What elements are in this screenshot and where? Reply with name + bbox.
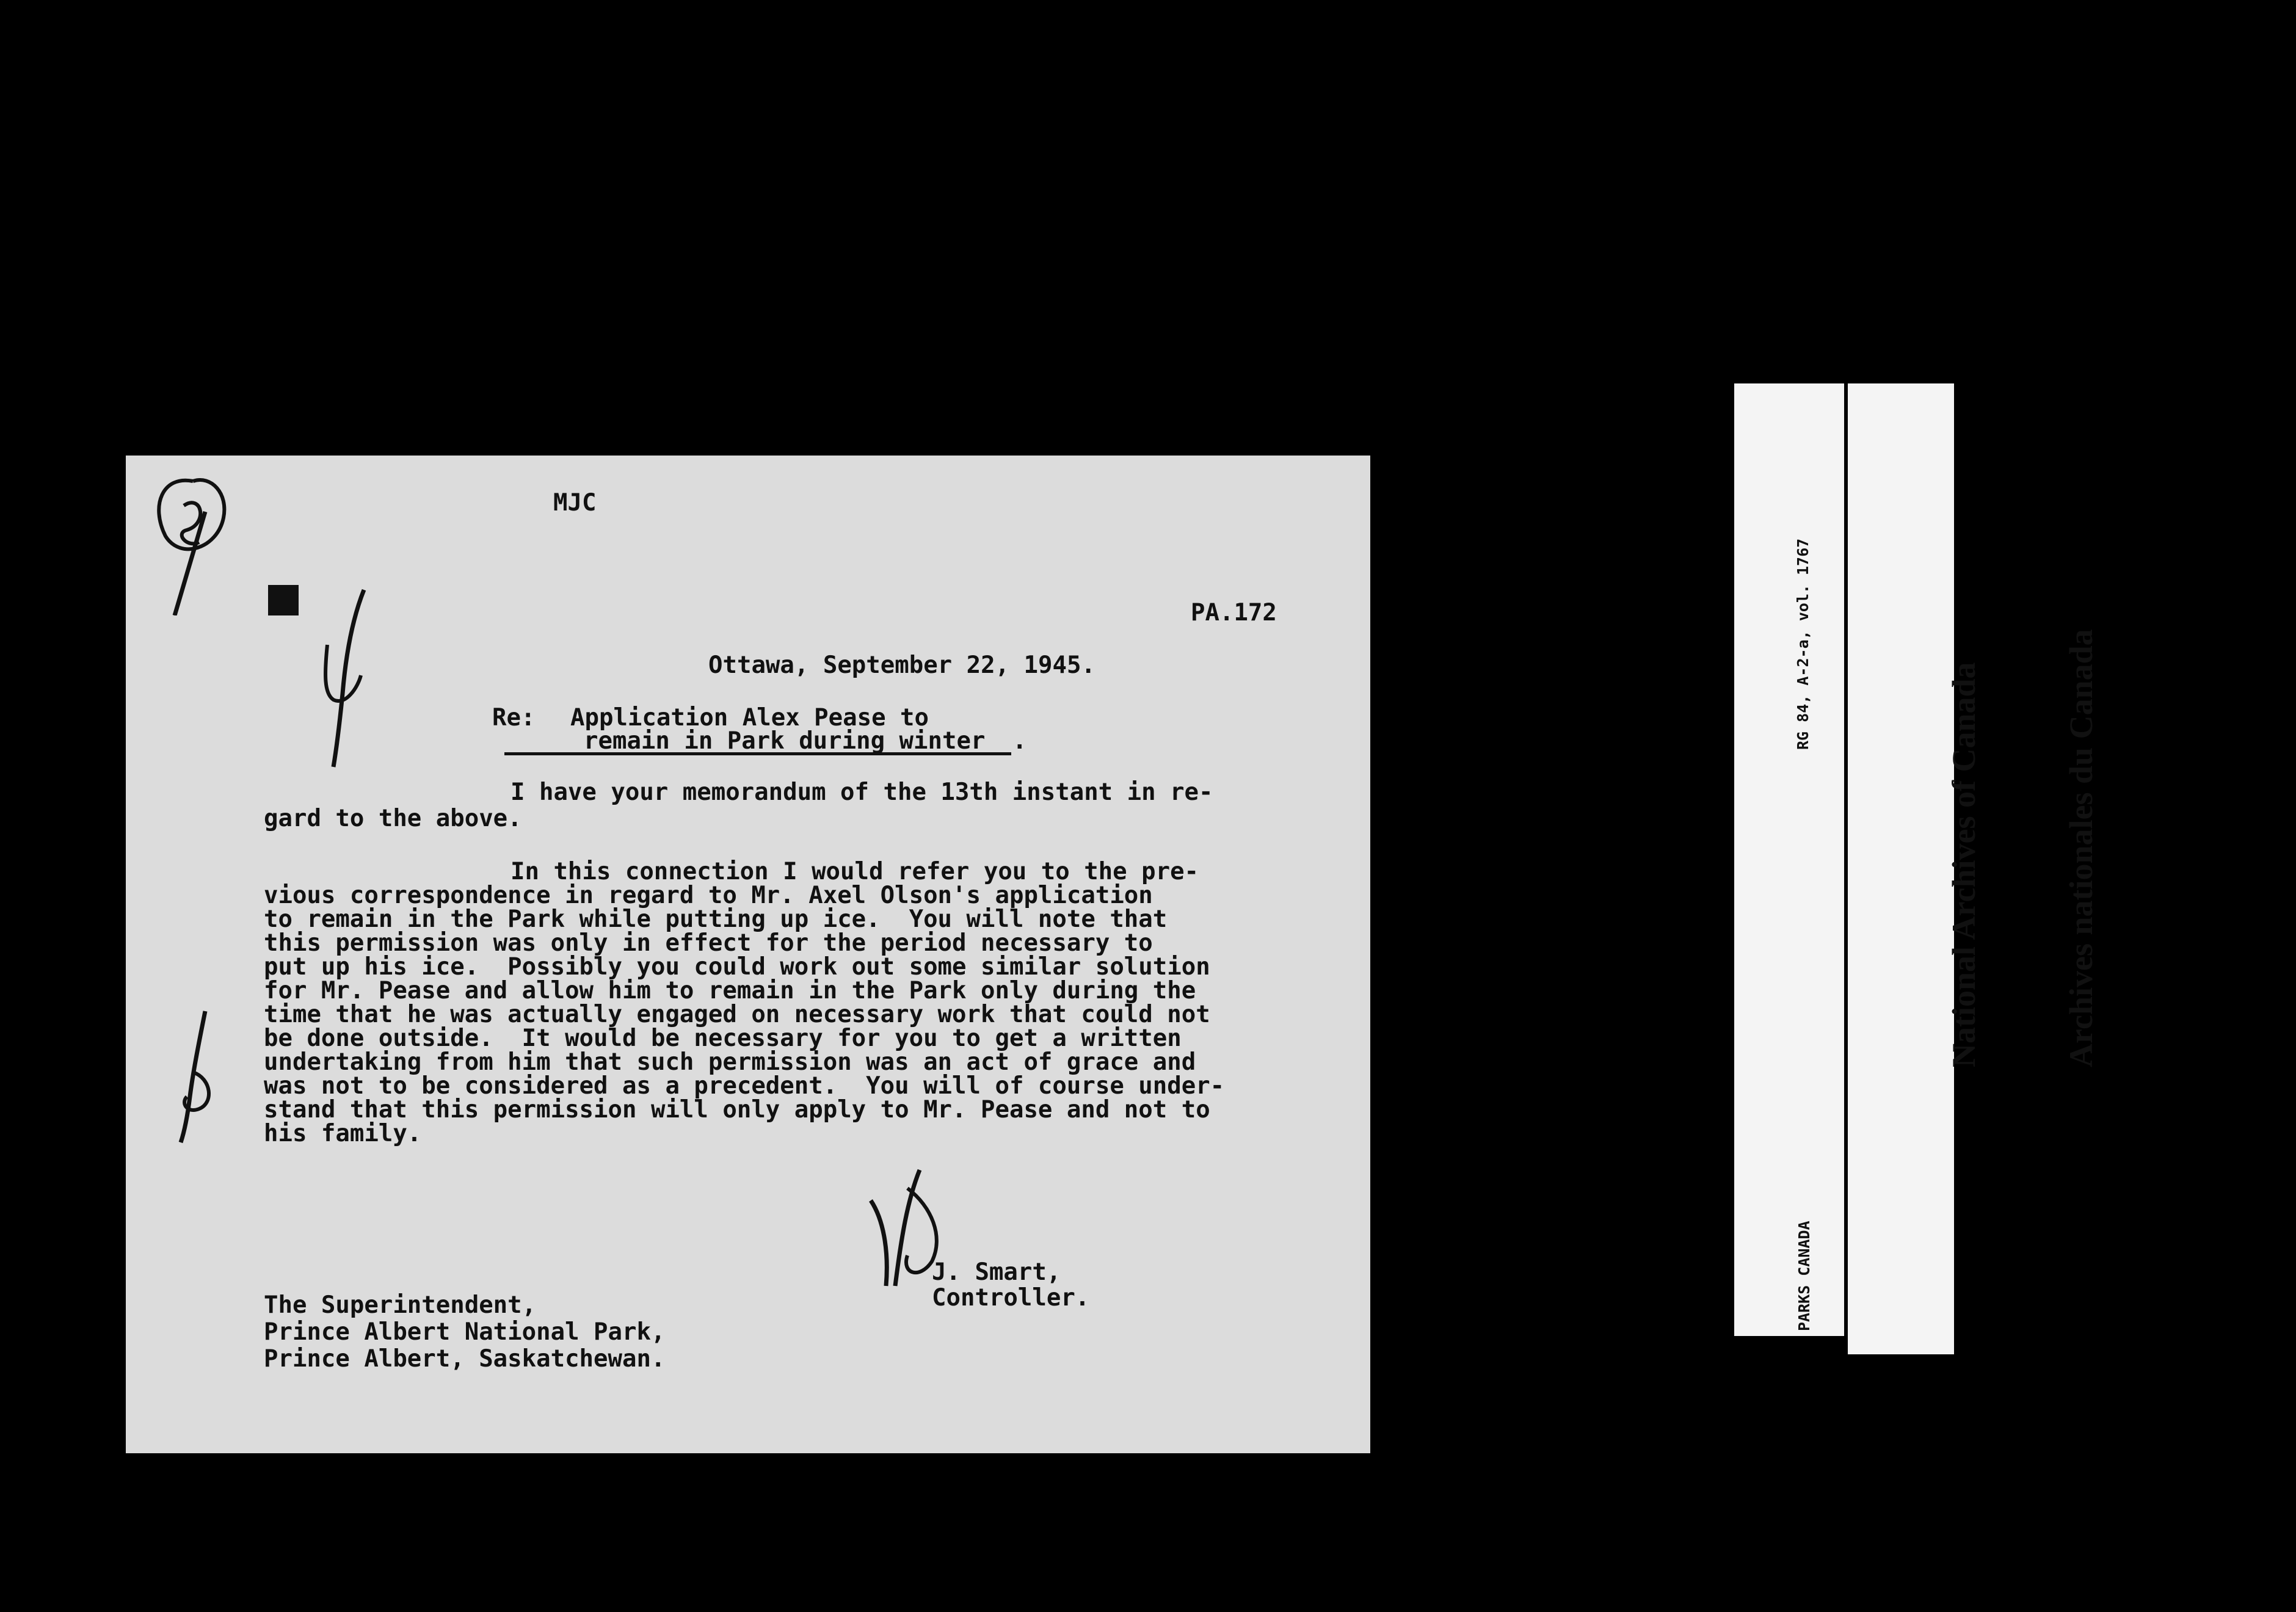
re-line-2-end: .	[1012, 727, 1027, 755]
signature-name: J. Smart,	[932, 1258, 1061, 1286]
national-archives-label	[1866, 629, 2179, 1067]
letter-page	[126, 456, 1370, 1453]
parks-line: PARKS CANADA	[1795, 1221, 1813, 1331]
paragraph-1-line: I have your memorandum of the 13th instant in re-	[510, 779, 1213, 806]
archives-line: National Archives of Canada	[1945, 662, 1982, 1067]
addressee-line: Prince Albert, Saskatchewan.	[264, 1345, 666, 1373]
handwritten-initials-top	[150, 469, 242, 615]
paragraph-2-line: for Mr. Pease and allow him to remain in the Park only during the	[264, 977, 1196, 1004]
reference-panel	[1734, 383, 1844, 1336]
file-number: PA.172	[1191, 599, 1277, 626]
paragraph-1-line: gard to the above.	[264, 805, 522, 832]
paragraph-2-line: time that he was actually engaged on necessary work that could not	[264, 1001, 1210, 1028]
reference-line: RG 84, A-2-a, vol. 1767	[1794, 538, 1812, 750]
paragraph-2-line: undertaking from him that such permission was an act of grace and	[264, 1048, 1196, 1076]
handwritten-mark-margin	[162, 1005, 223, 1145]
paragraph-2-line: In this connection I would refer you to the pre-	[510, 858, 1199, 885]
paragraph-2-line: be done outside. It would be necessary for you to get a written	[264, 1025, 1182, 1052]
paragraph-2-line: to remain in the Park while putting up ice. You will note that	[264, 906, 1168, 933]
initials: MJC	[553, 489, 597, 517]
addressee-line: Prince Albert National Park,	[264, 1318, 666, 1346]
paragraph-2-line: vious correspondence in regard to Mr. Axel Olson's application	[264, 882, 1153, 909]
national-archives-panel	[1848, 383, 2099, 1354]
signature-title: Controller.	[932, 1284, 1090, 1312]
paragraph-2-line: stand that this permission will only apply to Mr. Pease and not to	[264, 1096, 1210, 1124]
re-line-2: remain in Park during winter	[584, 727, 986, 755]
handwritten-mark-left	[309, 584, 382, 773]
paragraph-2-line: was not to be considered as a precedent. You will of course under-	[264, 1072, 1225, 1100]
place-date: Ottawa, September 22, 1945.	[708, 652, 1095, 679]
paragraph-2-line: put up his ice. Possibly you could work out some similar solution	[264, 953, 1210, 981]
paragraph-2-line: his family.	[264, 1120, 422, 1147]
re-label: Re:	[492, 704, 536, 732]
paragraph-2-line: this permission was only in effect for the period necessary to	[264, 929, 1153, 957]
re-line-1: Application Alex Pease to	[570, 704, 929, 732]
archive-label-strip	[1734, 383, 2099, 1354]
archives-line: Archives nationales du Canada	[2063, 629, 2099, 1067]
addressee-line: The Superintendent,	[264, 1291, 537, 1319]
ink-blot	[268, 585, 299, 615]
